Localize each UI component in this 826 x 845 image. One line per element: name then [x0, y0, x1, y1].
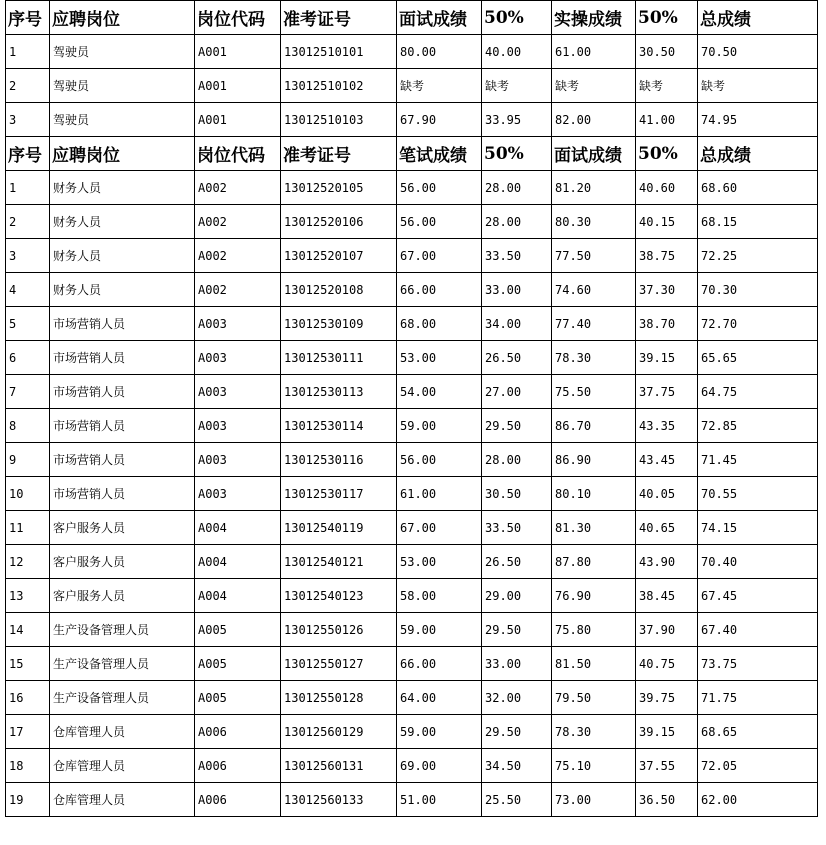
cell-score-a: 56.00 [397, 443, 482, 477]
cell-total: 72.70 [698, 307, 818, 341]
header-cell-score-a: 面试成绩 [397, 1, 482, 35]
cell-score-b: 61.00 [552, 35, 636, 69]
cell-seq: 2 [6, 205, 50, 239]
table-row [6, 273, 818, 307]
cell-pct-b: 30.50 [636, 35, 698, 69]
cell-total: 67.45 [698, 579, 818, 613]
cell-score-b: 82.00 [552, 103, 636, 137]
header-row [6, 1, 818, 35]
table-row [6, 749, 818, 783]
cell-ticket-no: 13012530109 [281, 307, 397, 341]
cell-score-b: 75.80 [552, 613, 636, 647]
cell-pct-a: 33.50 [482, 511, 552, 545]
cell-position-code: A005 [195, 647, 281, 681]
cell-total: 68.65 [698, 715, 818, 749]
cell-pct-b: 37.30 [636, 273, 698, 307]
cell-pct-b: 37.55 [636, 749, 698, 783]
cell-pct-a: 25.50 [482, 783, 552, 817]
cell-ticket-no: 13012520107 [281, 239, 397, 273]
cell-score-b: 78.30 [552, 715, 636, 749]
cell-position: 生产设备管理人员 [50, 681, 195, 715]
header-cell-total: 总成绩 [698, 137, 818, 171]
cell-pct-b: 43.45 [636, 443, 698, 477]
cell-position: 客户服务人员 [50, 579, 195, 613]
cell-pct-b: 40.75 [636, 647, 698, 681]
header-cell-pct-a: 50% [482, 137, 552, 171]
cell-pct-a: 32.00 [482, 681, 552, 715]
cell-total: 65.65 [698, 341, 818, 375]
cell-pct-b: 38.45 [636, 579, 698, 613]
table-row [6, 715, 818, 749]
cell-pct-b: 37.75 [636, 375, 698, 409]
cell-position-code: A004 [195, 545, 281, 579]
cell-seq: 14 [6, 613, 50, 647]
table-row [6, 477, 818, 511]
cell-total: 72.05 [698, 749, 818, 783]
header-cell-position-code: 岗位代码 [195, 1, 281, 35]
cell-pct-b: 38.75 [636, 239, 698, 273]
cell-position: 客户服务人员 [50, 511, 195, 545]
cell-position-code: A002 [195, 205, 281, 239]
header-cell-pct-b: 50% [636, 137, 698, 171]
header-cell-position: 应聘岗位 [50, 137, 195, 171]
cell-ticket-no: 13012530113 [281, 375, 397, 409]
cell-score-b: 81.20 [552, 171, 636, 205]
cell-pct-b: 37.90 [636, 613, 698, 647]
cell-score-b: 81.50 [552, 647, 636, 681]
cell-total: 缺考 [698, 69, 818, 103]
cell-position-code: A003 [195, 375, 281, 409]
header-row [6, 137, 818, 171]
cell-position-code: A003 [195, 307, 281, 341]
table-body [6, 1, 818, 817]
cell-ticket-no: 13012550128 [281, 681, 397, 715]
cell-seq: 3 [6, 103, 50, 137]
cell-pct-a: 缺考 [482, 69, 552, 103]
cell-score-a: 51.00 [397, 783, 482, 817]
cell-ticket-no: 13012540121 [281, 545, 397, 579]
cell-seq: 1 [6, 171, 50, 205]
cell-score-a: 缺考 [397, 69, 482, 103]
cell-score-a: 61.00 [397, 477, 482, 511]
cell-total: 64.75 [698, 375, 818, 409]
cell-position: 市场营销人员 [50, 341, 195, 375]
cell-pct-b: 40.05 [636, 477, 698, 511]
cell-position: 生产设备管理人员 [50, 613, 195, 647]
cell-ticket-no: 13012560133 [281, 783, 397, 817]
cell-seq: 2 [6, 69, 50, 103]
cell-position: 驾驶员 [50, 103, 195, 137]
cell-score-b: 73.00 [552, 783, 636, 817]
header-cell-ticket-no: 准考证号 [281, 137, 397, 171]
cell-ticket-no: 13012520106 [281, 205, 397, 239]
cell-ticket-no: 13012520108 [281, 273, 397, 307]
cell-position-code: A003 [195, 443, 281, 477]
cell-position: 驾驶员 [50, 35, 195, 69]
cell-total: 72.85 [698, 409, 818, 443]
cell-score-b: 86.90 [552, 443, 636, 477]
cell-score-b: 74.60 [552, 273, 636, 307]
table-row [6, 69, 818, 103]
cell-score-a: 67.00 [397, 511, 482, 545]
cell-position: 驾驶员 [50, 69, 195, 103]
cell-pct-a: 29.50 [482, 613, 552, 647]
cell-pct-a: 27.00 [482, 375, 552, 409]
cell-position-code: A005 [195, 613, 281, 647]
cell-score-a: 69.00 [397, 749, 482, 783]
cell-ticket-no: 13012540123 [281, 579, 397, 613]
cell-total: 70.40 [698, 545, 818, 579]
cell-pct-a: 30.50 [482, 477, 552, 511]
table-row [6, 443, 818, 477]
table-row [6, 783, 818, 817]
table-row [6, 579, 818, 613]
cell-ticket-no: 13012510103 [281, 103, 397, 137]
table-row [6, 307, 818, 341]
cell-ticket-no: 13012530111 [281, 341, 397, 375]
cell-seq: 11 [6, 511, 50, 545]
cell-ticket-no: 13012560129 [281, 715, 397, 749]
header-cell-seq: 序号 [6, 137, 50, 171]
cell-pct-b: 38.70 [636, 307, 698, 341]
header-cell-score-a: 笔试成绩 [397, 137, 482, 171]
cell-pct-b: 40.15 [636, 205, 698, 239]
header-cell-seq: 序号 [6, 1, 50, 35]
cell-total: 67.40 [698, 613, 818, 647]
cell-pct-b: 43.35 [636, 409, 698, 443]
cell-seq: 15 [6, 647, 50, 681]
cell-position: 财务人员 [50, 205, 195, 239]
cell-position-code: A003 [195, 477, 281, 511]
cell-ticket-no: 13012510101 [281, 35, 397, 69]
cell-position: 财务人员 [50, 239, 195, 273]
cell-total: 70.55 [698, 477, 818, 511]
cell-pct-a: 29.50 [482, 715, 552, 749]
cell-pct-a: 28.00 [482, 443, 552, 477]
cell-position-code: A006 [195, 783, 281, 817]
cell-position: 生产设备管理人员 [50, 647, 195, 681]
cell-ticket-no: 13012560131 [281, 749, 397, 783]
cell-position-code: A003 [195, 409, 281, 443]
table-row [6, 205, 818, 239]
cell-position: 财务人员 [50, 273, 195, 307]
cell-score-a: 53.00 [397, 341, 482, 375]
table-row [6, 171, 818, 205]
cell-seq: 19 [6, 783, 50, 817]
cell-seq: 18 [6, 749, 50, 783]
cell-pct-a: 33.00 [482, 647, 552, 681]
table-row [6, 545, 818, 579]
cell-position-code: A004 [195, 579, 281, 613]
cell-total: 68.60 [698, 171, 818, 205]
cell-score-b: 77.40 [552, 307, 636, 341]
cell-seq: 3 [6, 239, 50, 273]
cell-score-b: 81.30 [552, 511, 636, 545]
cell-ticket-no: 13012530116 [281, 443, 397, 477]
cell-position: 市场营销人员 [50, 409, 195, 443]
cell-ticket-no: 13012510102 [281, 69, 397, 103]
cell-seq: 12 [6, 545, 50, 579]
cell-score-a: 58.00 [397, 579, 482, 613]
cell-pct-b: 39.75 [636, 681, 698, 715]
cell-score-a: 53.00 [397, 545, 482, 579]
cell-pct-a: 40.00 [482, 35, 552, 69]
table-row [6, 409, 818, 443]
header-cell-pct-a: 50% [482, 1, 552, 35]
cell-ticket-no: 13012530117 [281, 477, 397, 511]
header-cell-position: 应聘岗位 [50, 1, 195, 35]
score-table [5, 0, 818, 817]
cell-pct-b: 39.15 [636, 715, 698, 749]
cell-score-b: 缺考 [552, 69, 636, 103]
cell-score-b: 75.10 [552, 749, 636, 783]
cell-pct-a: 26.50 [482, 545, 552, 579]
cell-seq: 9 [6, 443, 50, 477]
cell-score-a: 64.00 [397, 681, 482, 715]
cell-pct-a: 28.00 [482, 171, 552, 205]
cell-position: 市场营销人员 [50, 443, 195, 477]
cell-seq: 4 [6, 273, 50, 307]
cell-total: 72.25 [698, 239, 818, 273]
table-row [6, 375, 818, 409]
cell-pct-b: 39.15 [636, 341, 698, 375]
cell-score-a: 66.00 [397, 647, 482, 681]
cell-score-a: 54.00 [397, 375, 482, 409]
cell-seq: 16 [6, 681, 50, 715]
cell-position-code: A006 [195, 715, 281, 749]
header-cell-ticket-no: 准考证号 [281, 1, 397, 35]
cell-seq: 1 [6, 35, 50, 69]
cell-score-a: 67.00 [397, 239, 482, 273]
cell-total: 74.15 [698, 511, 818, 545]
cell-seq: 17 [6, 715, 50, 749]
cell-total: 71.45 [698, 443, 818, 477]
cell-pct-a: 34.00 [482, 307, 552, 341]
cell-position: 财务人员 [50, 171, 195, 205]
cell-score-b: 77.50 [552, 239, 636, 273]
cell-score-b: 75.50 [552, 375, 636, 409]
table-row [6, 647, 818, 681]
header-cell-score-b: 面试成绩 [552, 137, 636, 171]
cell-score-a: 68.00 [397, 307, 482, 341]
cell-position-code: A002 [195, 273, 281, 307]
header-cell-score-b: 实操成绩 [552, 1, 636, 35]
cell-score-a: 56.00 [397, 205, 482, 239]
header-cell-position-code: 岗位代码 [195, 137, 281, 171]
table-row [6, 341, 818, 375]
table-row [6, 239, 818, 273]
cell-seq: 8 [6, 409, 50, 443]
cell-pct-a: 29.00 [482, 579, 552, 613]
cell-seq: 7 [6, 375, 50, 409]
header-cell-total: 总成绩 [698, 1, 818, 35]
cell-position: 市场营销人员 [50, 375, 195, 409]
cell-position: 客户服务人员 [50, 545, 195, 579]
cell-score-b: 86.70 [552, 409, 636, 443]
cell-score-a: 59.00 [397, 409, 482, 443]
cell-position: 仓库管理人员 [50, 749, 195, 783]
header-cell-pct-b: 50% [636, 1, 698, 35]
cell-seq: 6 [6, 341, 50, 375]
cell-seq: 10 [6, 477, 50, 511]
cell-pct-a: 33.00 [482, 273, 552, 307]
table-row [6, 681, 818, 715]
cell-total: 74.95 [698, 103, 818, 137]
table-row [6, 103, 818, 137]
cell-pct-a: 28.00 [482, 205, 552, 239]
cell-pct-b: 缺考 [636, 69, 698, 103]
cell-score-b: 80.10 [552, 477, 636, 511]
cell-pct-a: 29.50 [482, 409, 552, 443]
cell-ticket-no: 13012530114 [281, 409, 397, 443]
cell-pct-b: 43.90 [636, 545, 698, 579]
cell-total: 70.50 [698, 35, 818, 69]
cell-score-a: 66.00 [397, 273, 482, 307]
cell-score-a: 80.00 [397, 35, 482, 69]
cell-score-b: 87.80 [552, 545, 636, 579]
cell-position: 仓库管理人员 [50, 783, 195, 817]
cell-position: 仓库管理人员 [50, 715, 195, 749]
cell-seq: 5 [6, 307, 50, 341]
cell-position-code: A006 [195, 749, 281, 783]
cell-pct-a: 33.95 [482, 103, 552, 137]
cell-position: 市场营销人员 [50, 477, 195, 511]
cell-ticket-no: 13012520105 [281, 171, 397, 205]
cell-ticket-no: 13012550126 [281, 613, 397, 647]
cell-total: 70.30 [698, 273, 818, 307]
cell-pct-b: 40.60 [636, 171, 698, 205]
cell-ticket-no: 13012540119 [281, 511, 397, 545]
cell-pct-b: 36.50 [636, 783, 698, 817]
cell-total: 68.15 [698, 205, 818, 239]
cell-pct-b: 41.00 [636, 103, 698, 137]
cell-position-code: A001 [195, 35, 281, 69]
cell-total: 71.75 [698, 681, 818, 715]
cell-position-code: A001 [195, 103, 281, 137]
cell-total: 73.75 [698, 647, 818, 681]
cell-score-b: 80.30 [552, 205, 636, 239]
cell-position-code: A003 [195, 341, 281, 375]
cell-ticket-no: 13012550127 [281, 647, 397, 681]
cell-score-b: 76.90 [552, 579, 636, 613]
cell-position-code: A004 [195, 511, 281, 545]
cell-pct-b: 40.65 [636, 511, 698, 545]
cell-score-b: 78.30 [552, 341, 636, 375]
cell-score-a: 59.00 [397, 715, 482, 749]
cell-pct-a: 26.50 [482, 341, 552, 375]
cell-position-code: A001 [195, 69, 281, 103]
cell-score-a: 67.90 [397, 103, 482, 137]
cell-position-code: A005 [195, 681, 281, 715]
cell-score-a: 56.00 [397, 171, 482, 205]
cell-seq: 13 [6, 579, 50, 613]
table-row [6, 511, 818, 545]
cell-pct-a: 33.50 [482, 239, 552, 273]
cell-position-code: A002 [195, 239, 281, 273]
cell-score-b: 79.50 [552, 681, 636, 715]
cell-total: 62.00 [698, 783, 818, 817]
table-row [6, 35, 818, 69]
cell-score-a: 59.00 [397, 613, 482, 647]
cell-position-code: A002 [195, 171, 281, 205]
cell-pct-a: 34.50 [482, 749, 552, 783]
cell-position: 市场营销人员 [50, 307, 195, 341]
table-row [6, 613, 818, 647]
